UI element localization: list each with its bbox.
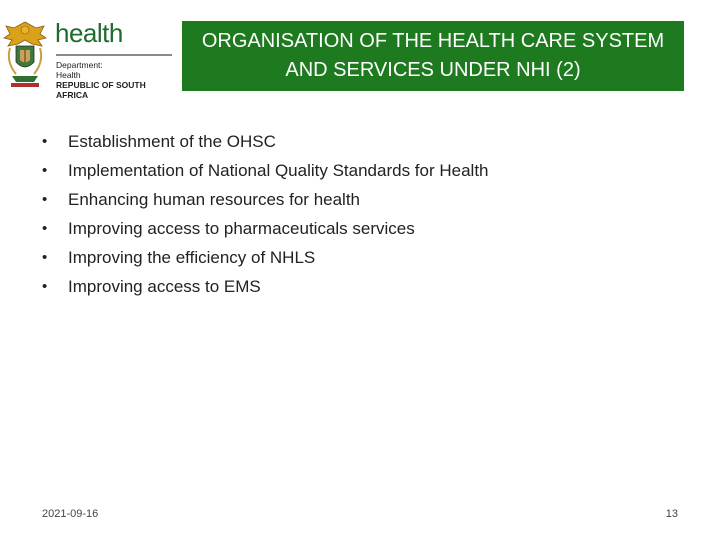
bullet-text: Implementation of National Quality Standards for Health	[68, 161, 489, 180]
bullet-icon: •	[42, 220, 48, 237]
logo-text	[56, 20, 174, 100]
bullet-text: Improving access to EMS	[68, 277, 261, 296]
department-logo	[0, 14, 176, 100]
slide-title	[182, 27, 684, 85]
logo-wordmark: health	[55, 18, 123, 48]
slide-title-line-2: AND SERVICES UNDER NHI (2)	[285, 59, 581, 81]
slide-title-banner	[182, 21, 684, 91]
bullet-icon: •	[42, 133, 48, 150]
footer-date: 2021-09-16	[42, 508, 99, 520]
bullet-icon: •	[42, 278, 48, 295]
bullet-text: Improving the efficiency of NHLS	[68, 248, 316, 267]
page-number: 13	[665, 508, 678, 520]
logo-divider	[56, 54, 172, 56]
logo-department-name: Health	[56, 70, 81, 80]
bullet-text: Enhancing human resources for health	[68, 190, 361, 209]
bullet-icon: •	[42, 162, 48, 179]
slide-title-line-1: ORGANISATION OF THE HEALTH CARE SYSTEM	[201, 30, 665, 52]
bullet-text: Improving access to pharmaceuticals services	[68, 219, 415, 238]
logo-department-label: Department:	[56, 60, 103, 70]
bullet-icon: •	[42, 191, 48, 208]
coat-of-arms-icon	[2, 18, 48, 90]
bullet-text: Establishment of the OHSC	[68, 132, 276, 151]
logo-country: REPUBLIC OF SOUTH AFRICA	[56, 80, 146, 100]
bullet-icon: •	[42, 249, 48, 266]
